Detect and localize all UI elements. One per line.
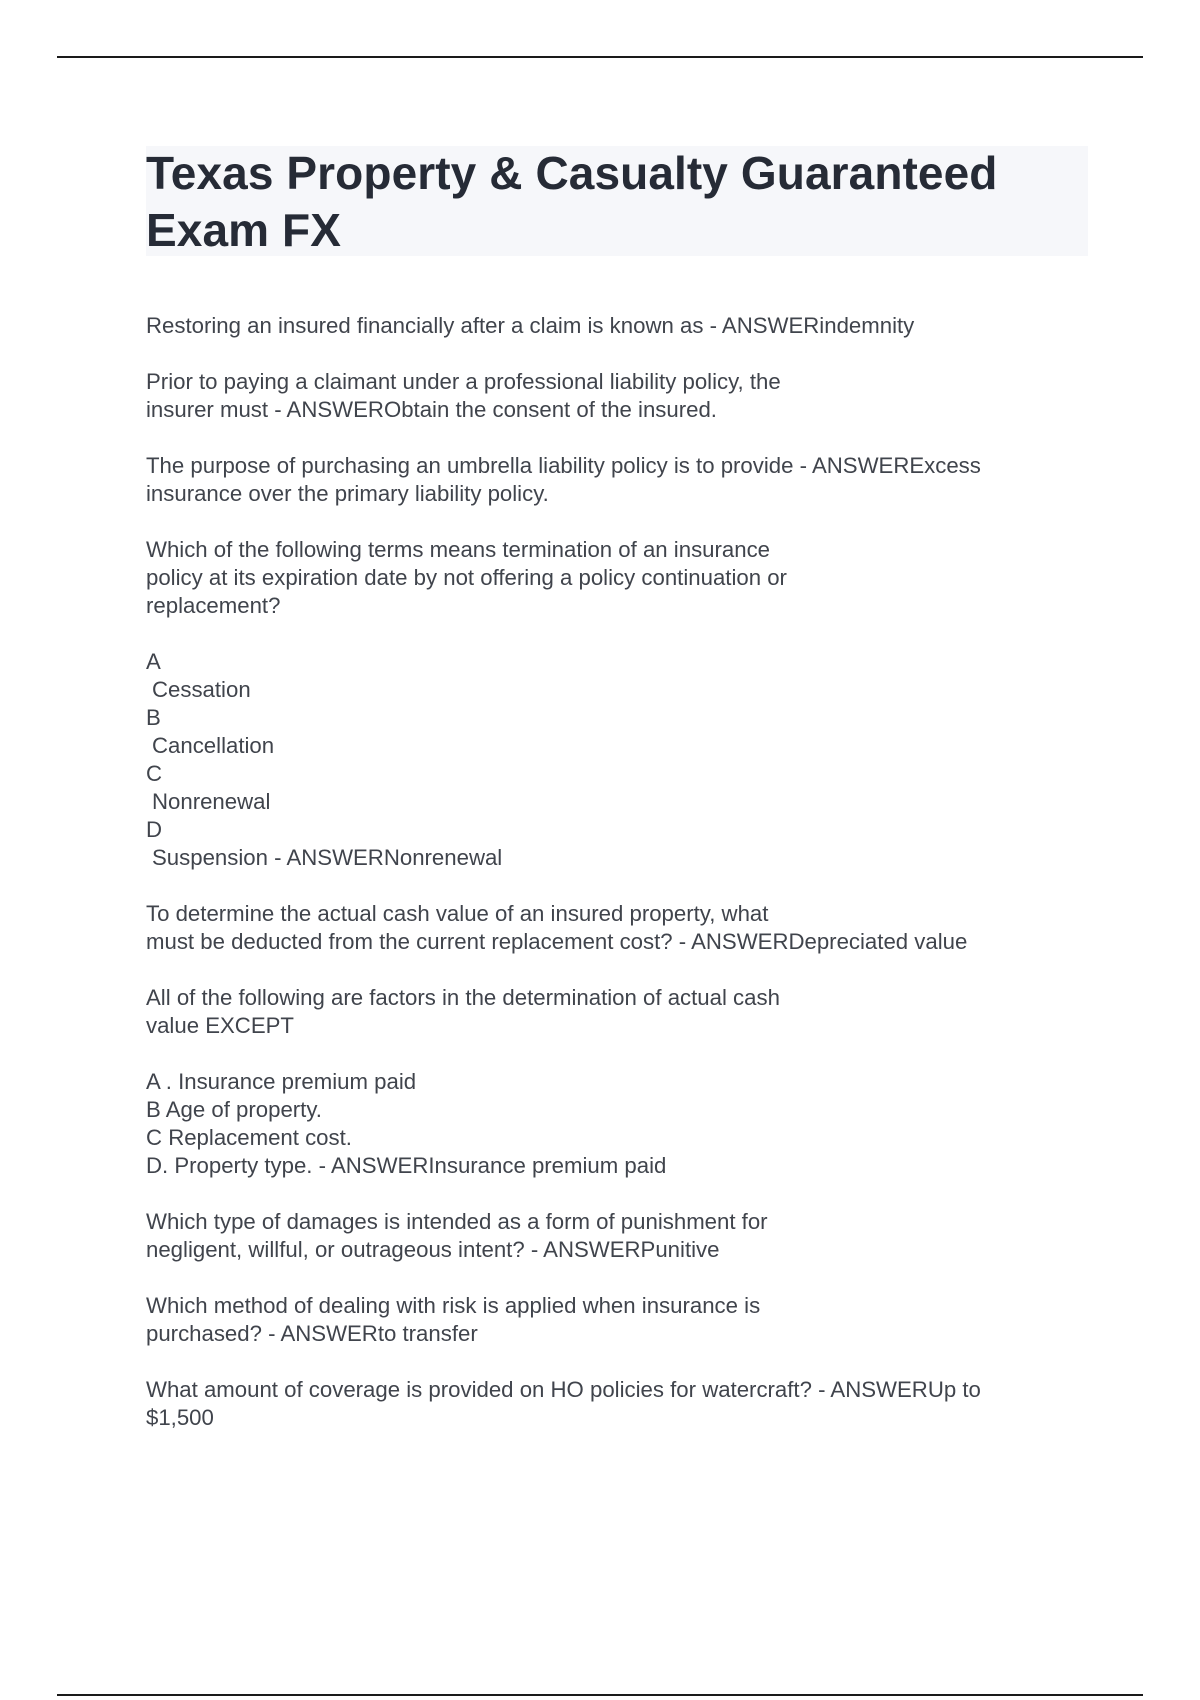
text-line: policy at its expiration date by not offering a policy continuation or — [146, 565, 787, 590]
document-body — [146, 312, 1091, 1460]
text-line: What amount of coverage is provided on HO policies for watercraft? - ANSWERUp to — [146, 1377, 981, 1402]
text-line: All of the following are factors in the determination of actual cash — [146, 985, 780, 1010]
text-line: Prior to paying a claimant under a professional liability policy, the — [146, 369, 781, 394]
qa-item-9 — [146, 1208, 1091, 1264]
text-line: purchased? - ANSWERto transfer — [146, 1321, 478, 1346]
text-line: insurer must - ANSWERObtain the consent of the insured. — [146, 397, 717, 422]
option-text-b: Cancellation — [152, 733, 275, 758]
text-line: D. Property type. - ANSWERInsurance premium paid — [146, 1153, 667, 1178]
option-letter-a: A — [146, 649, 161, 674]
text-line: replacement? — [146, 593, 281, 618]
text-line: negligent, willful, or outrageous intent? - ANSWERPunitive — [146, 1237, 720, 1262]
option-letter-c: C — [146, 761, 163, 786]
qa-item-2 — [146, 368, 1091, 424]
title-line-1: Texas Property & Casualty Guaranteed — [146, 147, 998, 199]
text-line: B Age of property. — [146, 1097, 322, 1122]
option-text-a: Cessation — [152, 677, 251, 702]
text-line: Which method of dealing with risk is applied when insurance is — [146, 1293, 761, 1318]
text-line: insurance over the primary liability policy. — [146, 481, 549, 506]
option-text-c: Nonrenewal — [152, 789, 271, 814]
top-divider — [57, 56, 1143, 58]
qa-item-1 — [146, 312, 1091, 340]
text-line: $1,500 — [146, 1405, 214, 1430]
text-line: To determine the actual cash value of an insured property, what — [146, 901, 769, 926]
option-text-d: Suspension - ANSWERNonrenewal — [152, 845, 503, 870]
option-letter-d: D — [146, 817, 163, 842]
text-line: The purpose of purchasing an umbrella liability policy is to provide - ANSWERExcess — [146, 453, 981, 478]
text-line: C Replacement cost. — [146, 1125, 352, 1150]
text-line: Restoring an insured financially after a claim is known as - ANSWERindemnity — [146, 313, 915, 338]
qa-item-7 — [146, 984, 1091, 1040]
text-line: Which of the following terms means termination of an insurance — [146, 537, 771, 562]
qa-item-3 — [146, 452, 1091, 508]
qa-item-11 — [146, 1376, 1091, 1432]
title-line-2: Exam FX — [146, 204, 342, 256]
text-line: Which type of damages is intended as a form of punishment for — [146, 1209, 768, 1234]
qa-item-4 — [146, 536, 1091, 620]
text-line: A . Insurance premium paid — [146, 1069, 417, 1094]
text-line: must be deducted from the current replacement cost? - ANSWERDepreciated value — [146, 929, 968, 954]
bottom-divider — [57, 1694, 1143, 1696]
document-title — [146, 145, 1076, 259]
qa-item-8 — [146, 1068, 1091, 1180]
option-list — [146, 648, 1091, 872]
qa-item-6 — [146, 900, 1091, 956]
text-line: value EXCEPT — [146, 1013, 294, 1038]
option-letter-b: B — [146, 705, 161, 730]
qa-item-10 — [146, 1292, 1091, 1348]
